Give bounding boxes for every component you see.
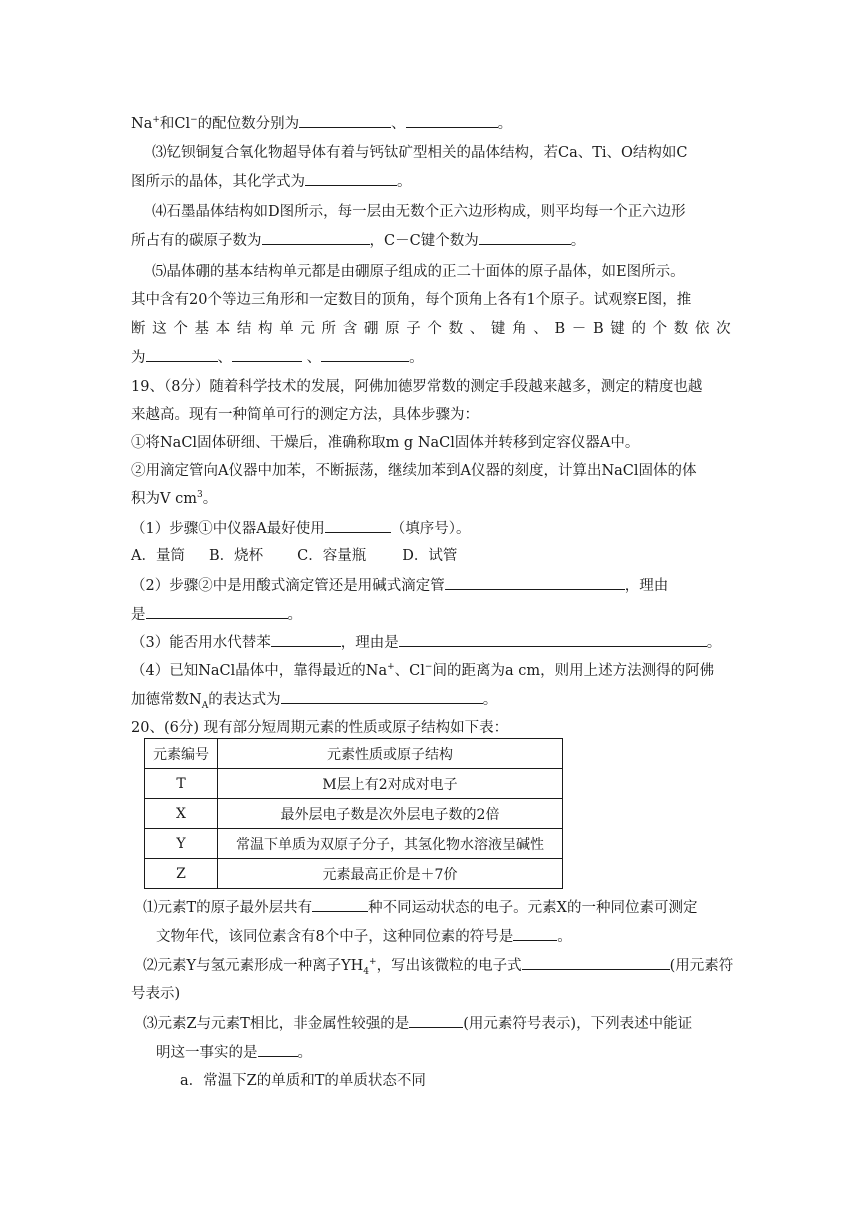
justified-char: 、 bbox=[469, 321, 485, 337]
q20-sub3-line2: 明这一事实的是 。 bbox=[156, 1042, 312, 1063]
justified-char: 的 bbox=[631, 321, 646, 337]
justified-char: 、 bbox=[533, 321, 548, 337]
answer-blank-instrument[interactable] bbox=[325, 518, 391, 533]
option-b: B．烧杯 bbox=[208, 548, 264, 564]
justified-char: － bbox=[571, 321, 587, 337]
justified-char: 键 bbox=[610, 321, 625, 337]
table-row bbox=[145, 799, 563, 829]
q18-part5-line1: ⑸晶体硼的基本结构单元都是由硼原子组成的正二十面体的原子晶体，如E图所示。 bbox=[152, 264, 685, 280]
justified-char: 数 bbox=[673, 321, 689, 337]
justified-char: B bbox=[554, 321, 566, 337]
answer-blank-avogadro-expression[interactable] bbox=[281, 689, 483, 704]
answer-blank-cc-bonds[interactable] bbox=[479, 230, 571, 245]
q18-part4-line2: 所占有的碳原子数为 ，C－C键个数为 。 bbox=[131, 230, 585, 251]
q20-heading: 20、(6分) 现有部分短周期元素的性质或原子结构如下表： bbox=[131, 720, 509, 736]
justified-char: 个 bbox=[427, 321, 442, 337]
q18-coordination-line: Na+和Cl−的配位数分别为 、 。 bbox=[131, 113, 512, 134]
answer-blank-isotope-symbol[interactable] bbox=[513, 926, 557, 941]
justified-char: 所 bbox=[321, 321, 337, 337]
table-cell-symbol: Z bbox=[145, 859, 218, 889]
answer-blank-bb-bonds[interactable] bbox=[321, 347, 409, 362]
option-c: C．容量瓶 bbox=[297, 548, 367, 564]
answer-blank-carbon-count[interactable] bbox=[262, 230, 370, 245]
justified-char: 依 bbox=[694, 321, 710, 337]
justified-char: 键 bbox=[490, 321, 506, 337]
justified-char: 本 bbox=[215, 321, 231, 337]
justified-char: 元 bbox=[300, 321, 315, 337]
justified-char: 原 bbox=[385, 321, 400, 337]
option-a: A．量筒 bbox=[131, 548, 185, 564]
q19-heading-line2: 来越高。现有一种简单可行的测定方法，具体步骤为： bbox=[131, 407, 479, 423]
cl-ion-text: 和Cl bbox=[159, 116, 191, 132]
q18-part5-line2: 其中含有20个等边三角形和一定数目的顶角，每个顶角上各有1个原子。试观察E图，推 bbox=[131, 292, 692, 308]
answer-blank-boron-atoms[interactable] bbox=[146, 347, 218, 362]
justified-char: 子 bbox=[406, 321, 421, 337]
table-row bbox=[145, 769, 563, 799]
q19-options bbox=[131, 546, 457, 566]
justified-char: 基 bbox=[194, 321, 210, 337]
q19-sub4-line1: （4）已知NaCl晶体中，靠得最近的Na+、Cl−间的距离为a cm，则用上述方法测得的阿佛 bbox=[131, 662, 715, 679]
q19-heading-line1: 19、（8分）随着科学技术的发展，阿佛加德罗常数的测定手段越来越多，测定的精度也越 bbox=[131, 379, 703, 395]
answer-blank-na-coordination[interactable] bbox=[299, 113, 391, 128]
answer-blank-burette-type[interactable] bbox=[445, 575, 625, 590]
table-header-row bbox=[145, 739, 563, 769]
answer-blank-bond-angle[interactable] bbox=[232, 347, 302, 362]
q18-part3-line2: 图所示的晶体，其化学式为 。 bbox=[131, 171, 412, 192]
justified-char: 次 bbox=[716, 321, 731, 337]
table-cell-property: M层上有2对成对电子 bbox=[218, 769, 563, 799]
coordination-label: 的配位数分别为 bbox=[197, 116, 300, 132]
q19-step2-line1: ②用滴定管向A仪器中加苯，不断振荡，继续加苯到A仪器的刻度，计算出NaCl固体的体 bbox=[131, 463, 697, 479]
justified-char: 个 bbox=[173, 321, 188, 337]
justified-char: 构 bbox=[258, 321, 273, 337]
justified-char: 这 bbox=[152, 321, 167, 337]
answer-blank-formula[interactable] bbox=[305, 171, 397, 186]
q19-sub2-line1: （2）步骤②中是用酸式滴定管还是用碱式滴定管 ，理由 bbox=[131, 575, 668, 596]
table-cell-symbol: Y bbox=[145, 829, 218, 859]
justified-char: 单 bbox=[279, 321, 294, 337]
table-cell-property: 常温下单质为双原子分子，其氢化物水溶液呈碱性 bbox=[218, 829, 563, 859]
table-cell-symbol: X bbox=[145, 799, 218, 829]
justified-char: 断 bbox=[131, 321, 146, 337]
option-d: D．试管 bbox=[402, 548, 458, 564]
table-cell-property: 最外层电子数是次外层电子数的2倍 bbox=[218, 799, 563, 829]
q19-sub3: （3）能否用水代替苯 ，理由是 。 bbox=[131, 632, 721, 653]
q20-sub2-line2: 号表示) bbox=[131, 986, 181, 1002]
table-cell-property: 元素最高正价是＋7价 bbox=[218, 859, 563, 889]
justified-char: 硼 bbox=[363, 321, 379, 337]
q19-sub4-line2: 加德常数$N_A$的表达式为 。 bbox=[131, 689, 497, 710]
answer-blank-electron-formula[interactable] bbox=[522, 955, 670, 970]
q19-sub2-line2: 是 。 bbox=[131, 604, 302, 625]
q20-sub2-line1: ⑵元素Y与氢元素形成一种离子$YH_4^+$，写出该微粒的电子式 (用元素符 bbox=[143, 955, 733, 976]
na-ion-text: Na bbox=[131, 116, 153, 132]
q18-part4-line1: ⑷石墨晶体结构如D图所示，每一层由无数个正六边形构成，则平均每一个正六边形 bbox=[152, 204, 686, 220]
table-header-cell: 元素性质或原子结构 bbox=[218, 739, 563, 769]
q19-sub1: （1）步骤①中仪器A最好使用 （填序号）。 bbox=[131, 518, 470, 539]
q20-sub3-line1: ⑶元素Z与元素T相比，非金属性较强的是 (用元素符号表示)，下列表述中能证 bbox=[143, 1013, 692, 1034]
q20-option-a: a．常温下Z的单质和T的单质状态不同 bbox=[180, 1073, 426, 1089]
answer-blank-proof[interactable] bbox=[258, 1042, 298, 1057]
table-row bbox=[145, 859, 563, 889]
justified-char: 含 bbox=[342, 321, 358, 337]
q19-step2-line2: 积为V $cm^3$。 bbox=[131, 490, 218, 507]
answer-blank-water-reason[interactable] bbox=[399, 632, 707, 647]
table-cell-symbol: T bbox=[145, 769, 218, 799]
answer-blank-nonmetal[interactable] bbox=[409, 1013, 463, 1028]
q19-step1: ①将NaCl固体研细、干燥后，准确称取m g NaCl固体并转移到定容仪器A中。 bbox=[131, 435, 640, 451]
q18-part5-line4: 为 、 、 。 bbox=[131, 347, 424, 368]
q18-part5-line3 bbox=[131, 319, 731, 339]
justified-char: 结 bbox=[236, 321, 252, 337]
justified-char: 数 bbox=[448, 321, 464, 337]
q20-sub1-line2: 文物年代，该同位素含有8个中子，这种同位素的符号是 。 bbox=[156, 926, 572, 947]
answer-blank-electron-states[interactable] bbox=[312, 897, 368, 912]
table-header-cell: 元素编号 bbox=[145, 739, 218, 769]
justified-char: 个 bbox=[652, 321, 668, 337]
justified-char: 角 bbox=[512, 321, 527, 337]
table-row bbox=[145, 829, 563, 859]
element-table bbox=[144, 738, 563, 889]
answer-blank-cl-coordination[interactable] bbox=[406, 113, 498, 128]
answer-blank-burette-reason[interactable] bbox=[146, 604, 288, 619]
q20-sub1-line1: ⑴元素T的原子最外层共有 种不同运动状态的电子。元素X的一种同位素可测定 bbox=[143, 897, 698, 918]
q18-part3-line1: ⑶钇钡铜复合氧化物超导体有着与钙钛矿型相关的晶体结构，若Ca、Ti、O结构如C bbox=[152, 145, 688, 161]
answer-blank-water[interactable] bbox=[271, 632, 341, 647]
justified-char: B bbox=[592, 321, 604, 337]
